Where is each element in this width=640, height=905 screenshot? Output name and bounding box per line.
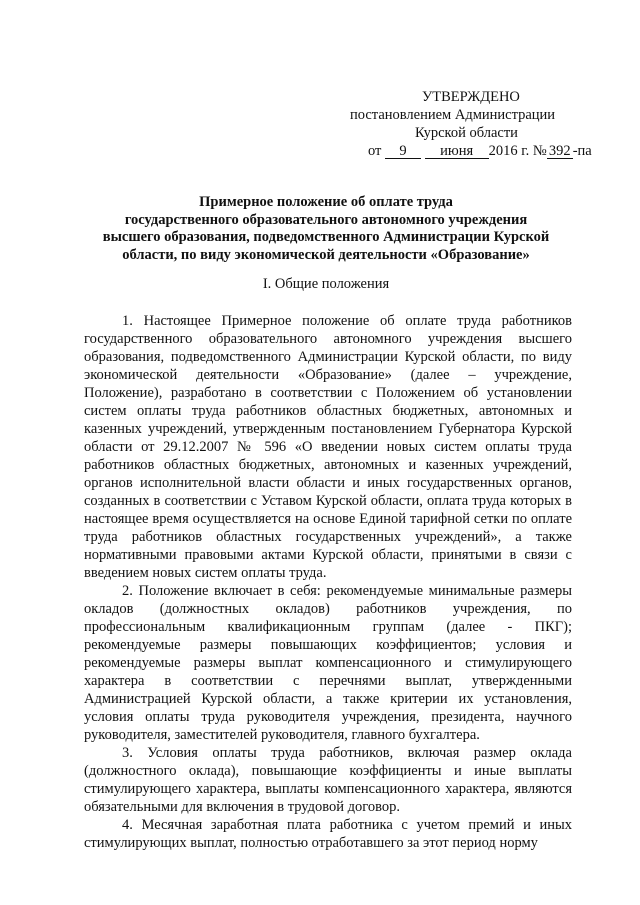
- date-prefix: от: [368, 143, 382, 159]
- document-body: [84, 312, 572, 852]
- approval-title: УТВЕРЖДЕНО: [422, 89, 520, 105]
- section-heading: I. Общие положения: [262, 276, 390, 292]
- paragraph-4: 4. Месячная заработная плата работника с учетом премий и иных стимулирующих выплат, полностью отработавшего за этот период норму: [84, 817, 572, 851]
- paragraph-3: 3. Условия оплаты труда работников, включая размер оклада (должностного оклада), повышающие коэффициенты и иные выплаты стимулирующего характера, выплаты компенсационного характера, являются обязательными для включения в трудовой договор.: [84, 745, 572, 815]
- approval-date-line: [350, 142, 600, 160]
- document-title-line: государственного образовательного автономного учреждения: [124, 211, 528, 228]
- approval-decree-line: постановлением Администрации: [350, 107, 556, 123]
- decree-number-suffix: -па: [572, 143, 592, 159]
- paragraph-1: 1. Настоящее Примерное положение об оплате труда работников государственного образовательного автономного учреждения высшего образования, подведомственного Администрации Курской области, по виду экономической деятельности «Образование» (далее – учреждение, Положение), разработано в соответствии с Положением об установлении систем оплаты труда работников областных бюджетных, автономных и казенных учреждений, утвержденным постановлением Губернатора Курской области от 29.12.2007 № 596 «О введении новых систем оплаты труда работников областных бюджетных, автономных и казенных учреждений, органов исполнительной власти области и иных государственных органов, созданных в соответствии с Уставом Курской области, оплата труда которых в настоящее время осуществляется на основе Единой тарифной сетки по оплате труда работников областных государственных учреждений», а также нормативными правовыми актами Курской области, принятыми в связи с введением новых систем оплаты труда.: [84, 313, 572, 581]
- paragraph-2: 2. Положение включает в себя: рекомендуемые минимальные размеры окладов (должностных окладов) работников учреждения, по профессиональным квалификационным группам (далее - ПКГ); рекомендуемые размеры повышающих коэффициентов; условия и рекомендуемые размеры выплат компенсационного и стимулирующего характера в соответствии с перечнями выплат, утвержденными Администрацией Курской области, а также критерии их установления, условия оплаты труда руководителя учреждения, президента, научного руководителя, заместителей руководителя, главного бухгалтера.: [84, 583, 572, 743]
- date-day: 9: [385, 144, 421, 159]
- approval-region-line: Курской области: [415, 125, 518, 141]
- decree-number: 392: [547, 144, 573, 159]
- approval-stamp: [350, 88, 600, 160]
- document-title-line: высшего образования, подведомственного Администрации Курской: [102, 229, 550, 245]
- date-year: 2016 г. №: [488, 143, 547, 159]
- date-month: июня: [425, 144, 489, 159]
- document-title-line: области, по виду экономической деятельности «Образование»: [122, 246, 530, 263]
- document-title-line: Примерное положение об оплате труда: [199, 194, 453, 210]
- document-title: [80, 194, 572, 264]
